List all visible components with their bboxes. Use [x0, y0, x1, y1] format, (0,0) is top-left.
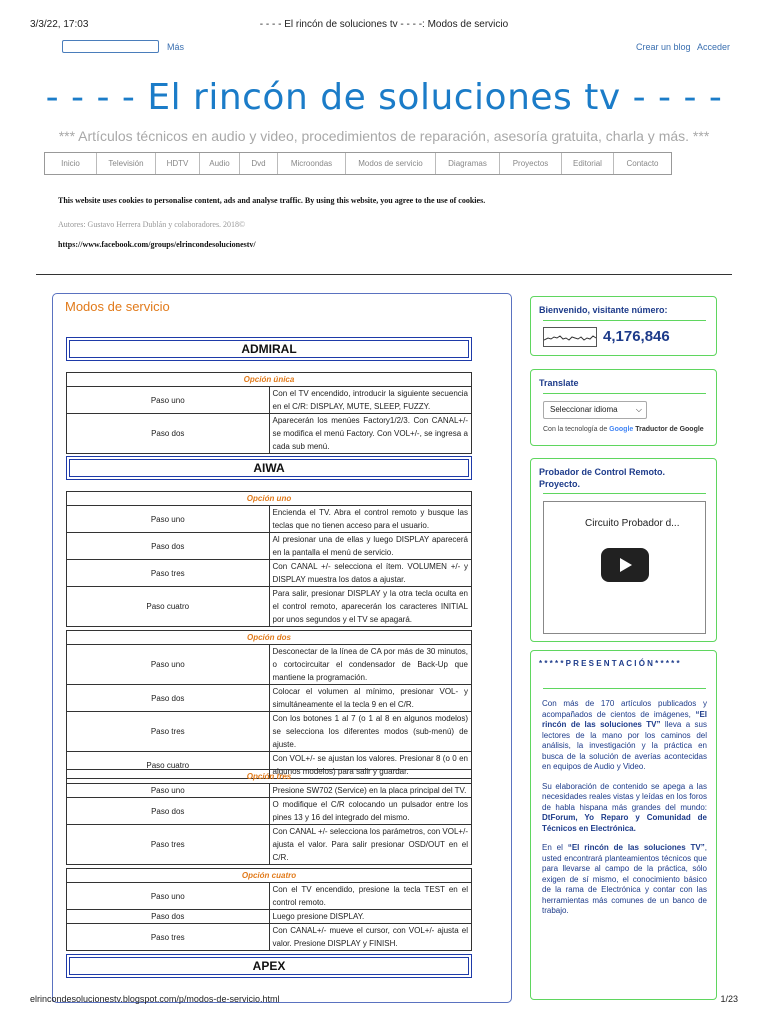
google-logo: Google: [609, 426, 634, 433]
text-strong: DtForum, Yo Reparo y Comunidad de Técnicos en Electrónica.: [542, 813, 707, 833]
step-name: Paso uno: [67, 645, 270, 685]
tab-proyectos[interactable]: Proyectos: [500, 153, 562, 174]
step-name: Paso dos: [67, 798, 270, 825]
widget-divider: [543, 393, 706, 394]
print-page-title: - - - - El rincón de soluciones tv - - - -: Modos de servicio: [259, 19, 509, 30]
step-name: Paso uno: [67, 784, 270, 798]
video-embed[interactable]: [543, 501, 706, 634]
tab-diagramas[interactable]: Diagramas: [436, 153, 500, 174]
step-description: Para salir, presionar DISPLAY y la otra tecla oculta en el control remoto, aparecerán los caracteres INITIAL por unos segundos y el TV se apagará.: [269, 587, 472, 627]
tab-television[interactable]: Televisión: [97, 153, 156, 174]
create-blog-link[interactable]: Crear un blog: [636, 42, 691, 52]
table-row: [67, 506, 472, 533]
step-description: O modifique el C/R colocando un pulsador entre los pines 13 y 16 del integrado del mismo.: [269, 798, 472, 825]
text-span: Su elaboración de contenido se apega a las necesidades reales vistas y leídas en los foros de habla hispana más grandes del mundo:: [542, 781, 707, 812]
presentation-body: [531, 699, 717, 926]
table-row: [67, 883, 472, 910]
print-date: 3/3/22, 17:03: [30, 19, 89, 30]
step-name: Paso cuatro: [67, 587, 270, 627]
widget-title: * * * * * P R E S E N T A C I Ó N * * * * *: [539, 659, 680, 668]
powered-by-google: [543, 426, 704, 433]
text-strong: “El rincón de las soluciones TV”: [567, 843, 705, 852]
step-name: Paso tres: [67, 825, 270, 865]
authors-note: Autores: Gustavo Herrera Dublán y colaboradores. 2018©: [58, 220, 246, 229]
step-description: Aparecerán los menúes Factory1/2/3. Con CANAL+/- se modifica el menú Factory. Con VOL+/-, se ingresa a cada sub menú.: [269, 414, 472, 454]
step-description: Luego presione DISPLAY.: [269, 910, 472, 924]
widget-title: Translate: [539, 378, 579, 388]
option-label: Opción uno: [67, 492, 472, 506]
step-name: Paso tres: [67, 560, 270, 587]
brand-header-aiwa: [66, 456, 472, 480]
brand-label: APEX: [69, 957, 469, 975]
visitor-count: 4,176,846: [603, 328, 670, 345]
table-row: [67, 685, 472, 712]
facebook-link[interactable]: https://www.facebook.com/groups/elrincondesolucionestv/: [58, 240, 256, 249]
language-select-value: Seleccionar idioma: [550, 405, 618, 414]
tab-inicio[interactable]: Inicio: [45, 153, 97, 174]
widget-divider: [543, 493, 706, 494]
step-description: Con el TV encendido, introducir la siguiente secuencia en el C/R: DISPLAY, MUTE, SLEEP, FUZZY.: [269, 387, 472, 414]
step-description: Colocar el volumen al mínimo, presionar VOL- y simultáneamente el la tecla 9 en el C/R.: [269, 685, 472, 712]
tab-audio[interactable]: Audio: [200, 153, 240, 174]
presentation-paragraph: [531, 699, 717, 773]
visitor-counter-widget: [530, 296, 717, 356]
sign-in-link[interactable]: Acceder: [697, 42, 731, 52]
table-row: [67, 825, 472, 865]
step-name: Paso uno: [67, 506, 270, 533]
brand-label: ADMIRAL: [69, 340, 469, 358]
tab-hdtv[interactable]: HDTV: [156, 153, 200, 174]
step-description: Con CANAL+/- mueve el cursor, con VOL+/- ajusta el valor. Presione DISPLAY y FINISH.: [269, 924, 472, 951]
blogger-navbar: [0, 40, 768, 54]
service-table-aiwa-tres: [66, 769, 472, 865]
powered-prefix: Con la tecnología de: [543, 426, 610, 433]
option-label: Opción tres: [67, 770, 472, 784]
table-row: [67, 587, 472, 627]
blog-description: *** Artículos técnicos en audio y video, procedimientos de reparación, asesoría gratuita, charla y más. ***: [58, 128, 710, 144]
text-span: En el: [542, 843, 568, 852]
page-number: 1/23: [720, 994, 738, 1004]
play-icon[interactable]: [601, 548, 649, 582]
chevron-down-icon: ⌵: [635, 405, 642, 414]
step-description: Presione SW702 (Service) en la placa principal del TV.: [269, 784, 472, 798]
step-description: Desconectar de la línea de CA por más de 30 minutos, o cortocircuitar el condensador de Back-Up que mantiene la programación.: [269, 645, 472, 685]
tab-contacto[interactable]: Contacto: [626, 159, 659, 168]
text-span: Con más de 170 artículos publicados y acompañados de cientos de imágenes,: [542, 699, 707, 719]
translate-widget: [530, 369, 717, 446]
table-row: [67, 798, 472, 825]
step-description: Con los botones 1 al 7 (o 1 al 8 en algunos modelos) se selecciona los diferentes modos (sub-menú) de ajuste.: [269, 712, 472, 752]
step-name: Paso dos: [67, 685, 270, 712]
step-name: Paso dos: [67, 533, 270, 560]
widget-title: Probador de Control Remoto. Proyecto.: [539, 467, 665, 489]
widget-title: Bienvenido, visitante número:: [539, 305, 668, 315]
visitor-graph-icon: [543, 327, 597, 347]
step-name: Paso uno: [67, 387, 270, 414]
more-link[interactable]: Más: [167, 42, 185, 52]
table-row: [67, 533, 472, 560]
cookie-notice: This website uses cookies to personalise content, ads and analyse traffic. By using this website, you agree to the use of cookies.: [58, 196, 486, 205]
text-span: lleva a sus lectores de la mano por los caminos del análisis, la investigación y la práctica en busca de la solución de averías acontecidas en equipos de Audio y Video.: [542, 720, 707, 771]
step-name: Paso tres: [67, 924, 270, 951]
navbar-search-input[interactable]: [62, 40, 159, 53]
service-table-aiwa-dos: [66, 630, 472, 779]
step-description: Al presionar una de ellas y luego DISPLAY aparecerá en la pantalla el menú de servicio.: [269, 533, 472, 560]
brand-label: AIWA: [69, 459, 469, 477]
table-row: [67, 784, 472, 798]
step-name: Paso cuatro: [67, 752, 270, 779]
table-row: [67, 414, 472, 454]
step-name: Paso dos: [67, 414, 270, 454]
widget-divider: [543, 688, 706, 689]
tab-modos-de-servicio[interactable]: Modos de servicio: [346, 153, 436, 174]
table-row: [67, 910, 472, 924]
video-title: Circuito Probador d...: [585, 518, 680, 529]
blog-title[interactable]: - - - - El rincón de soluciones tv - - - -: [45, 77, 723, 118]
page-tabs: [44, 152, 672, 175]
widget-divider: [543, 320, 706, 321]
option-label: Opción dos: [67, 631, 472, 645]
step-description: Encienda el TV. Abra el control remoto y busque las teclas que no tienen acceso para el usuario.: [269, 506, 472, 533]
table-row: [67, 712, 472, 752]
text-span: , usted encontrará planteamientos técnicos que para llevarse al campo de la práctica, sólo exigen de sí mismo, el conocimiento básico de la rama de Electrónica y contar con las herramientas más comunes de un banco de trabajo.: [542, 843, 707, 915]
table-row: [67, 645, 472, 685]
post-panel: [52, 293, 512, 1003]
page-url: elrincondesolucionestv.blogspot.com/p/modos-de-servicio.html: [30, 994, 280, 1004]
header-divider: [36, 274, 732, 275]
step-description: Con CANAL +/- selecciona el ítem. VOLUMEN +/- y DISPLAY muestra los datos a ajustar.: [269, 560, 472, 587]
print-header: [0, 0, 768, 40]
remote-tester-widget: [530, 458, 717, 642]
presentation-widget: [530, 650, 717, 1000]
presentation-paragraph: [531, 843, 717, 917]
step-name: Paso uno: [67, 883, 270, 910]
step-name: Paso tres: [67, 712, 270, 752]
translator-link[interactable]: Traductor de Google: [635, 426, 704, 433]
table-row: [67, 387, 472, 414]
option-label: Opción cuatro: [67, 869, 472, 883]
option-label: Opción única: [67, 373, 472, 387]
tab-microondas[interactable]: Microondas: [278, 153, 346, 174]
service-table-admiral: [66, 372, 472, 454]
tab-dvd[interactable]: Dvd: [240, 153, 278, 174]
post-title: Modos de servicio: [65, 299, 170, 314]
table-row: [67, 560, 472, 587]
service-table-aiwa-uno: [66, 491, 472, 627]
step-description: Con VOL+/- se ajustan los valores. Presionar 8 (o 0 en algunos modelos) para salir y guardar.: [269, 752, 472, 779]
table-row: [67, 924, 472, 951]
step-description: Con el TV encendido, presione la tecla TEST en el control remoto.: [269, 883, 472, 910]
brand-header-apex: [66, 954, 472, 978]
step-name: Paso dos: [67, 910, 270, 924]
service-table-aiwa-cuatro: [66, 868, 472, 951]
step-description: Con CANAL +/- selecciona los parámetros, con VOL+/- ajusta el valor. Para salir presionar OSD/OUT en el C/R.: [269, 825, 472, 865]
text-strong: “El rincón de las soluciones TV”: [542, 709, 707, 729]
brand-header-admiral: [66, 337, 472, 361]
presentation-paragraph: [531, 782, 717, 835]
tab-editorial[interactable]: Editorial: [562, 153, 614, 174]
language-select[interactable]: [543, 401, 647, 419]
